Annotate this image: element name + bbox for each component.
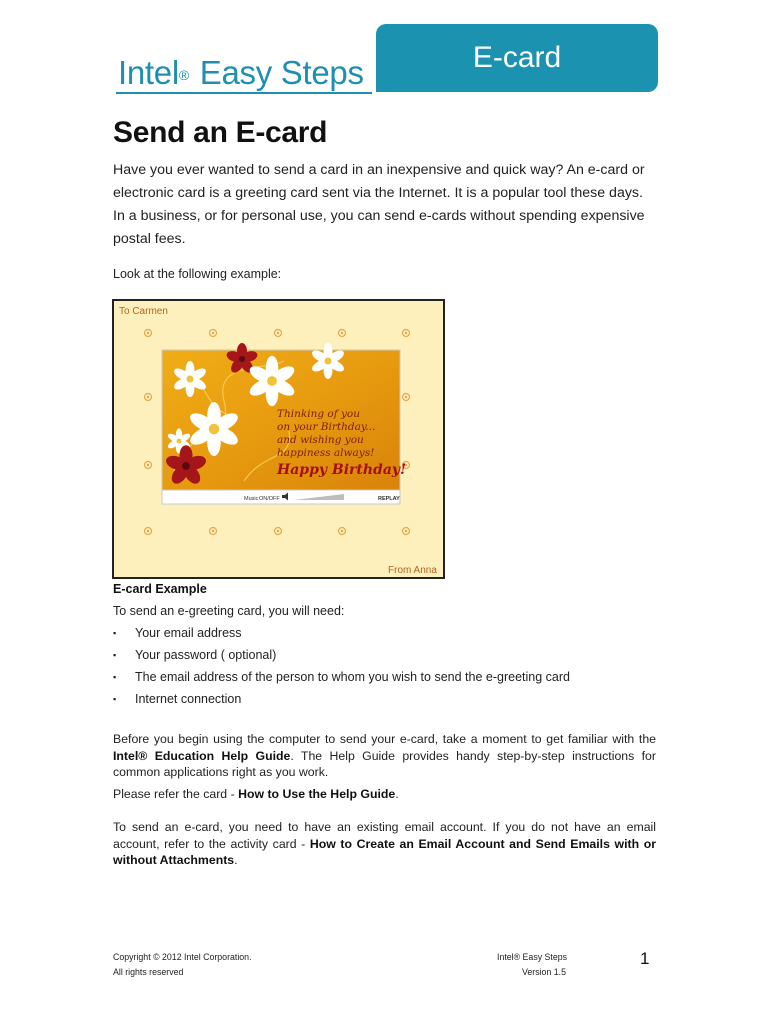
requirements-intro: To send an e-greeting card, you will need: (113, 604, 345, 618)
list-item: ▪ The email address of the person to whom you wish to send the e-greeting card (113, 669, 570, 691)
card-reference: How to Create an Email Account and Send Emails with or without Attachments (113, 836, 656, 867)
footer-version: Version 1.5 (522, 967, 567, 977)
page-number: 1 (640, 949, 650, 968)
card-message-line: Thinking of you (277, 408, 360, 420)
player-bar (162, 490, 400, 504)
ecard-sender: From Anna (388, 565, 437, 576)
list-item: ▪ Your email address (113, 625, 570, 647)
card-reference: How to Use the Help Guide (238, 787, 396, 801)
section-tab: E-card (376, 24, 658, 92)
intro-paragraph: Have you ever wanted to send a card in an inexpensive and quick way? An e-card or electronic card is a greeting card sent via the Internet. It is a popular tool these days. In a business, or for personal use, you can send e-cards without spending expensive postal fees. (113, 162, 645, 247)
help-guide-name: Intel® Education Help Guide (113, 748, 291, 763)
card-message-line: on your Birthday... (277, 421, 376, 433)
card-message-line: and wishing you (277, 434, 364, 446)
ecard-illustration (114, 301, 443, 577)
brand-logo (116, 54, 372, 94)
footer-brand: Intel® Easy Steps (497, 952, 568, 962)
list-item: ▪ Your password ( optional) (113, 647, 570, 669)
card-headline: Happy Birthday! (277, 462, 407, 478)
footer-copyright: Copyright © 2012 Intel Corporation. (113, 952, 252, 962)
page-title: Send an E-card (113, 116, 328, 149)
list-item: ▪ Internet connection (113, 691, 570, 713)
replay-button[interactable]: REPLAY (378, 496, 400, 502)
help-guide-paragraph: Before you begin using the computer to send your e-card, take a moment to get familiar with the Intel® Education Help Guide. The Help Guide provides handy step-by-step instructions for common applications right as you work. (113, 732, 656, 779)
refer-card-paragraph: Please refer the card - How to Use the Help Guide. (113, 787, 399, 801)
music-label: Music (244, 496, 259, 502)
card-message-line: happiness always! (277, 447, 375, 459)
music-toggle[interactable]: ON/OFF (259, 496, 280, 502)
figure-caption: E-card Example (113, 582, 207, 596)
brand-suffix: Easy Steps (190, 54, 364, 91)
footer-rights: All rights reserved (113, 967, 184, 977)
brand-name: Intel (118, 54, 179, 91)
example-intro: Look at the following example: (113, 267, 282, 281)
ecard-example-image (112, 299, 445, 579)
email-account-paragraph: To send an e-card, you need to have an existing email account. If you do not have an email account, refer to the activity card - How to Create an Email Account and Send Emails with or without Attachments. (113, 820, 656, 867)
requirements-list (113, 625, 570, 713)
registered-mark: ® (178, 67, 189, 83)
ecard-recipient: To Carmen (119, 306, 168, 317)
